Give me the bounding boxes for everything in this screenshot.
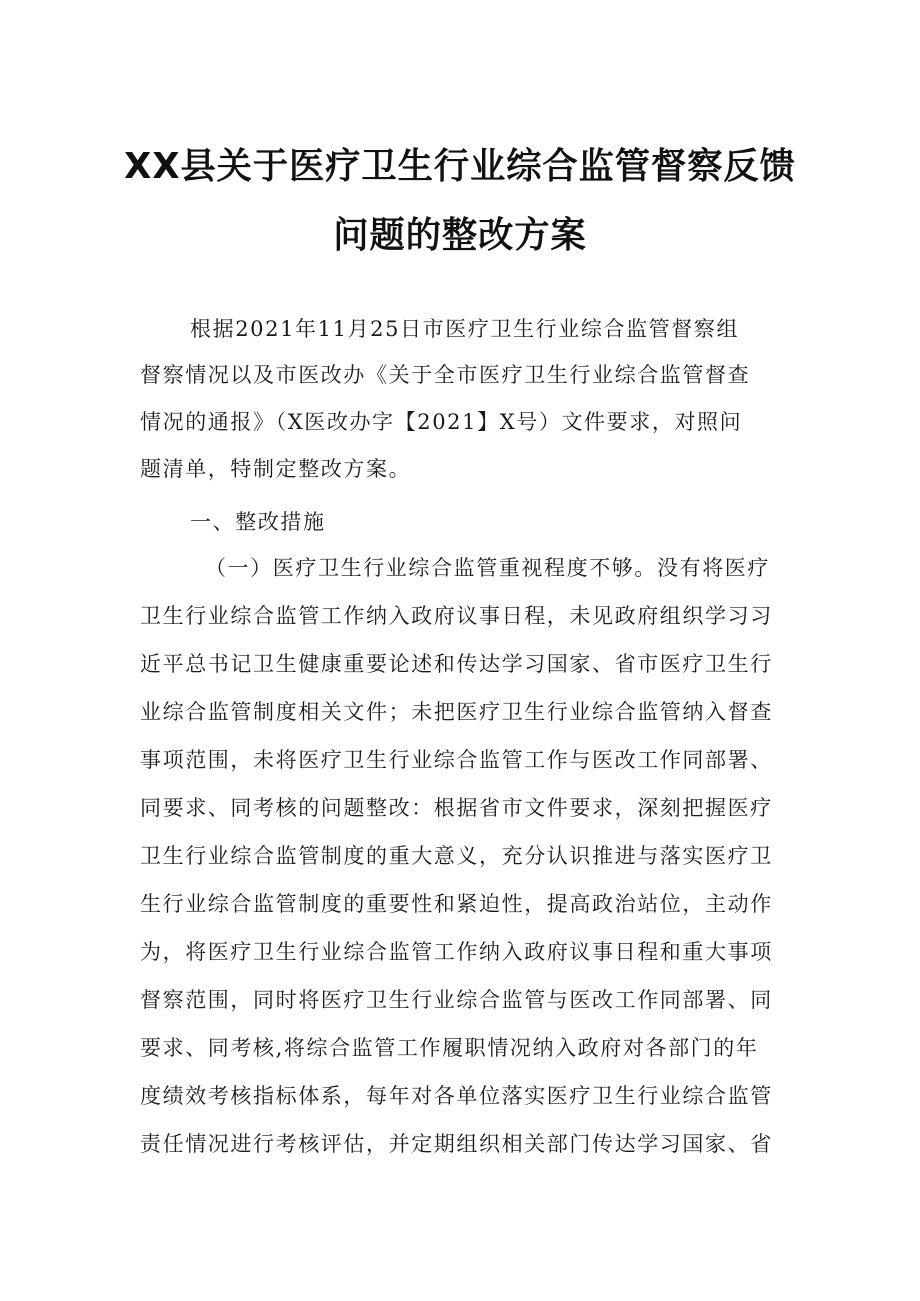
paragraph-line: 为，将医疗卫生行业综合监管工作纳入政府议事日程和重大事项 bbox=[140, 940, 773, 964]
paragraph-line: （一）医疗卫生行业综合监管重视程度不够。没有将医疗 bbox=[205, 556, 770, 580]
paragraph-line: 卫生行业综合监管制度的重大意义，充分认识推进与落实医疗卫 bbox=[140, 844, 773, 868]
document-title-line-1: XX县关于医疗卫生行业综合监管督察反馈 bbox=[124, 146, 796, 187]
intro-line-3: 情况的通报》（X医改办字【2021】X号）文件要求，对照问 bbox=[140, 410, 743, 434]
paragraph-line: 事项范围，未将医疗卫生行业综合监管工作与医改工作同部署、 bbox=[140, 748, 773, 772]
intro-line-1: 根据2021年11月25日市医疗卫生行业综合监管督察组 bbox=[190, 317, 740, 341]
paragraph-line: 要求、同考核,将综合监管工作履职情况纳入政府对各部门的年 bbox=[140, 1036, 759, 1060]
paragraph-line: 近平总书记卫生健康重要论述和传达学习国家、省市医疗卫生行 bbox=[140, 652, 773, 676]
paragraph-line: 业综合监管制度相关文件；未把医疗卫生行业综合监管纳入督查 bbox=[140, 700, 773, 724]
paragraph-line: 同要求、同考核的问题整改：根据省市文件要求，深刻把握医疗 bbox=[140, 796, 773, 820]
paragraph-line: 卫生行业综合监管工作纳入政府议事日程，未见政府组织学习习 bbox=[140, 604, 773, 628]
paragraph-line: 责任情况进行考核评估，并定期组织相关部门传达学习国家、省 bbox=[140, 1132, 773, 1156]
document-title-line-2: 问题的整改方案 bbox=[333, 215, 587, 256]
intro-line-4: 题清单，特制定整改方案。 bbox=[140, 457, 412, 481]
intro-line-2: 督察情况以及市医改办《关于全市医疗卫生行业综合监管督查 bbox=[140, 363, 751, 387]
paragraph-line: 生行业综合监管制度的重要性和紧迫性，提高政治站位，主动作 bbox=[140, 892, 773, 916]
paragraph-line: 督察范围，同时将医疗卫生行业综合监管与医改工作同部署、同 bbox=[140, 988, 773, 1012]
paragraph-line: 度绩效考核指标体系，每年对各单位落实医疗卫生行业综合监管 bbox=[140, 1084, 773, 1108]
section-heading: 一、整改措施 bbox=[190, 510, 326, 534]
